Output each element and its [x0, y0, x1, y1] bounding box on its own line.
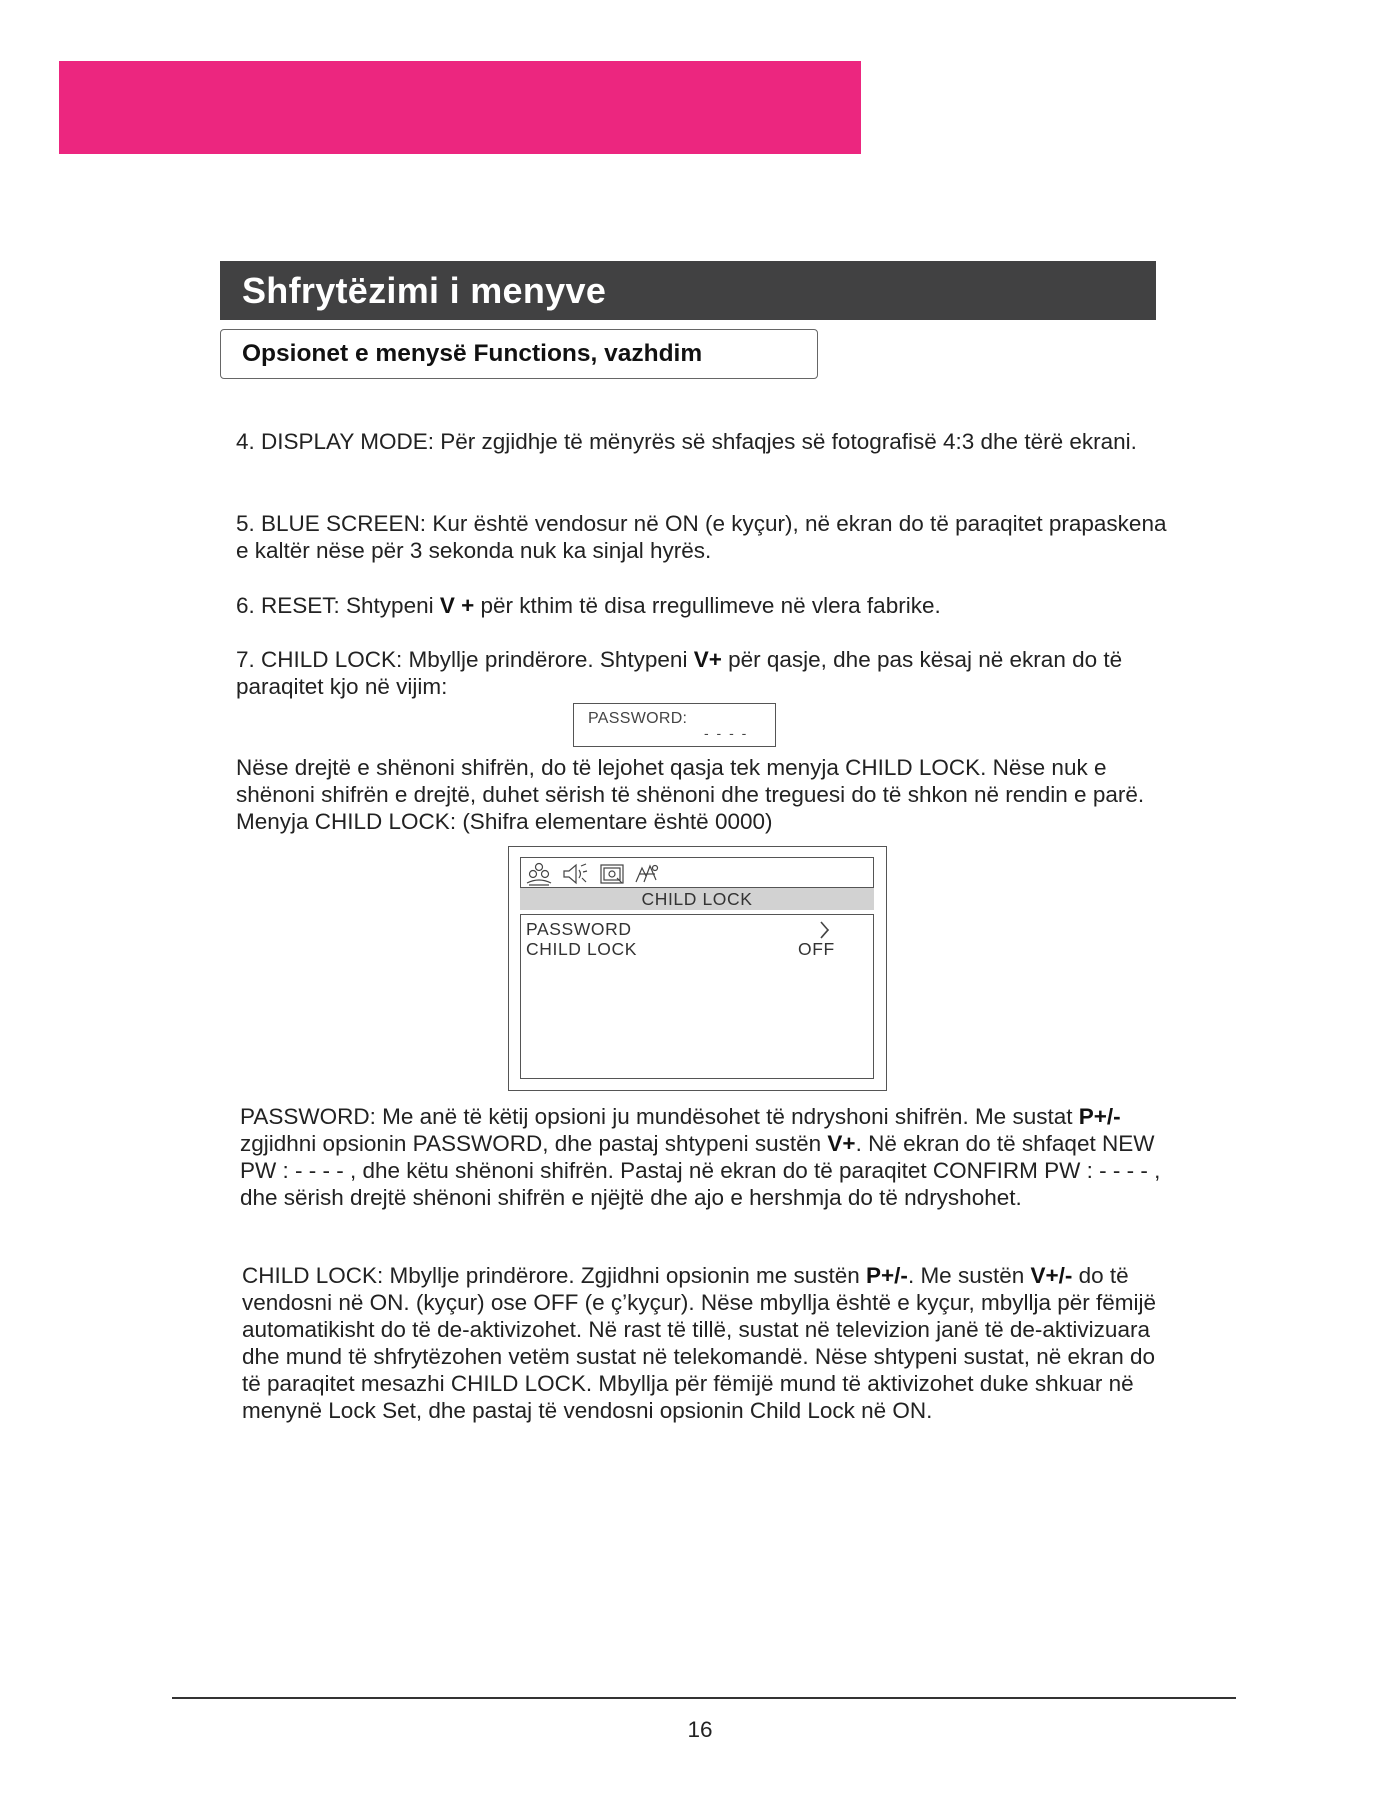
child-lock-description-paragraph	[242, 1262, 1177, 1424]
password-desc-text-1: PASSWORD: Me anë të këtij opsioni ju mundësohet të ndryshoni shifrën. Me sustat	[240, 1104, 1079, 1129]
subsection-title: Opsionet e menysë Functions, vazhdim	[220, 329, 818, 379]
password-description-paragraph	[240, 1103, 1175, 1211]
osd-child-lock-value: OFF	[798, 939, 835, 959]
function-icon	[633, 862, 661, 891]
reset-text-start: 6. RESET: Shtypeni	[236, 593, 440, 618]
child-lock-desc-text-1: CHILD LOCK: Mbyllje prindërore. Zgjidhni opsionin me sustën	[242, 1263, 867, 1288]
child-lock-text-start: 7. CHILD LOCK: Mbyllje prindërore. Shtypeni	[236, 647, 694, 672]
child-lock-desc-key-1: P+/-	[866, 1263, 908, 1288]
child-lock-paragraph	[236, 646, 1171, 700]
reset-paragraph	[236, 592, 1171, 619]
osd-menu-body	[520, 914, 874, 1079]
child-lock-desc-key-2: V+/-	[1030, 1263, 1073, 1288]
child-lock-text-end: për qasje, dhe pas kësaj në ekran do të paraqitet kjo në vijim:	[236, 647, 1123, 699]
picture-icon	[525, 862, 553, 891]
display-mode-paragraph: 4. DISPLAY MODE: Për zgjidhje të mënyrës së shfaqjes së fotografisë 4:3 dhe tërë ekrani.	[236, 429, 1137, 454]
osd-child-lock-row: CHILD LOCK	[526, 939, 638, 959]
password-desc-key-2: V+	[827, 1131, 856, 1156]
osd-icon-bar	[520, 857, 874, 888]
password-desc-text-3: . Në ekran do të shfaqet NEW PW : - - - - , dhe këtu shënoni shifrën. Pastaj në ekran do të paraqitet CONFIRM PW : - - - - , dhe sërish drejtë shënoni shifrën e njëjtë dhe ajo e hershmja do të ndryshohet.	[240, 1131, 1161, 1210]
tv-icon	[599, 862, 627, 891]
header-accent-bar	[59, 61, 861, 154]
password-prompt-box	[573, 703, 776, 747]
password-desc-text-2: zgjidhni opsionin PASSWORD, dhe pastaj shtypeni sustën	[240, 1131, 828, 1156]
page-number: 16	[687, 1717, 713, 1742]
child-lock-desc-text-2: . Me sustën	[907, 1263, 1031, 1288]
sound-icon	[561, 862, 589, 891]
child-lock-desc-text-3: do të vendosni në ON. (kyçur) ose OFF (e ç’kyçur). Nëse mbyllja është e kyçur, mbyllja për fëmijë automatikisht do të de-aktivizohet. Në rast të tillë, sustat në televizion janë të de-aktivizuara dhe mund të shfrytëzohen vetëm sustat në telekomandë. Nëse shtypeni sustat, në ekran do të paraqitet mesazhi CHILD LOCK. Mbyllja për fëmijë mund të aktivizohet duke shkuar në menynë Lock Set, dhe pastaj të vendosni opsionin Child Lock në ON.	[242, 1263, 1157, 1423]
password-prompt-dashes: - - - -	[704, 725, 749, 741]
reset-text-end: për kthim të disa rregullimeve në vlera fabrike.	[474, 593, 941, 618]
section-title: Shfrytëzimi i menyve	[220, 261, 1156, 320]
child-lock-osd-menu	[508, 846, 887, 1091]
child-lock-info-paragraph: Nëse drejtë e shënoni shifrën, do të lejohet qasja tek menyja CHILD LOCK. Nëse nuk e shënoni shifrën e drejtë, duhet sërish të shënoni dhe treguesi do të shkon në rendin e parë. Menyja CHILD LOCK: (Shifra elementare është 0000)	[236, 755, 1145, 834]
blue-screen-paragraph: 5. BLUE SCREEN: Kur është vendosur në ON (e kyçur), në ekran do të paraqitet prapaskena e kaltër nëse për 3 sekonda nuk ka sinjal hyrës.	[236, 511, 1167, 563]
password-prompt-label: PASSWORD:	[588, 710, 688, 727]
osd-menu-header: CHILD LOCK	[520, 888, 874, 910]
footer-rule	[172, 1697, 1236, 1699]
child-lock-key: V+	[693, 647, 722, 672]
password-desc-key-1: P+/-	[1078, 1104, 1121, 1129]
reset-key: V +	[439, 593, 475, 618]
osd-password-row: PASSWORD	[526, 919, 632, 939]
